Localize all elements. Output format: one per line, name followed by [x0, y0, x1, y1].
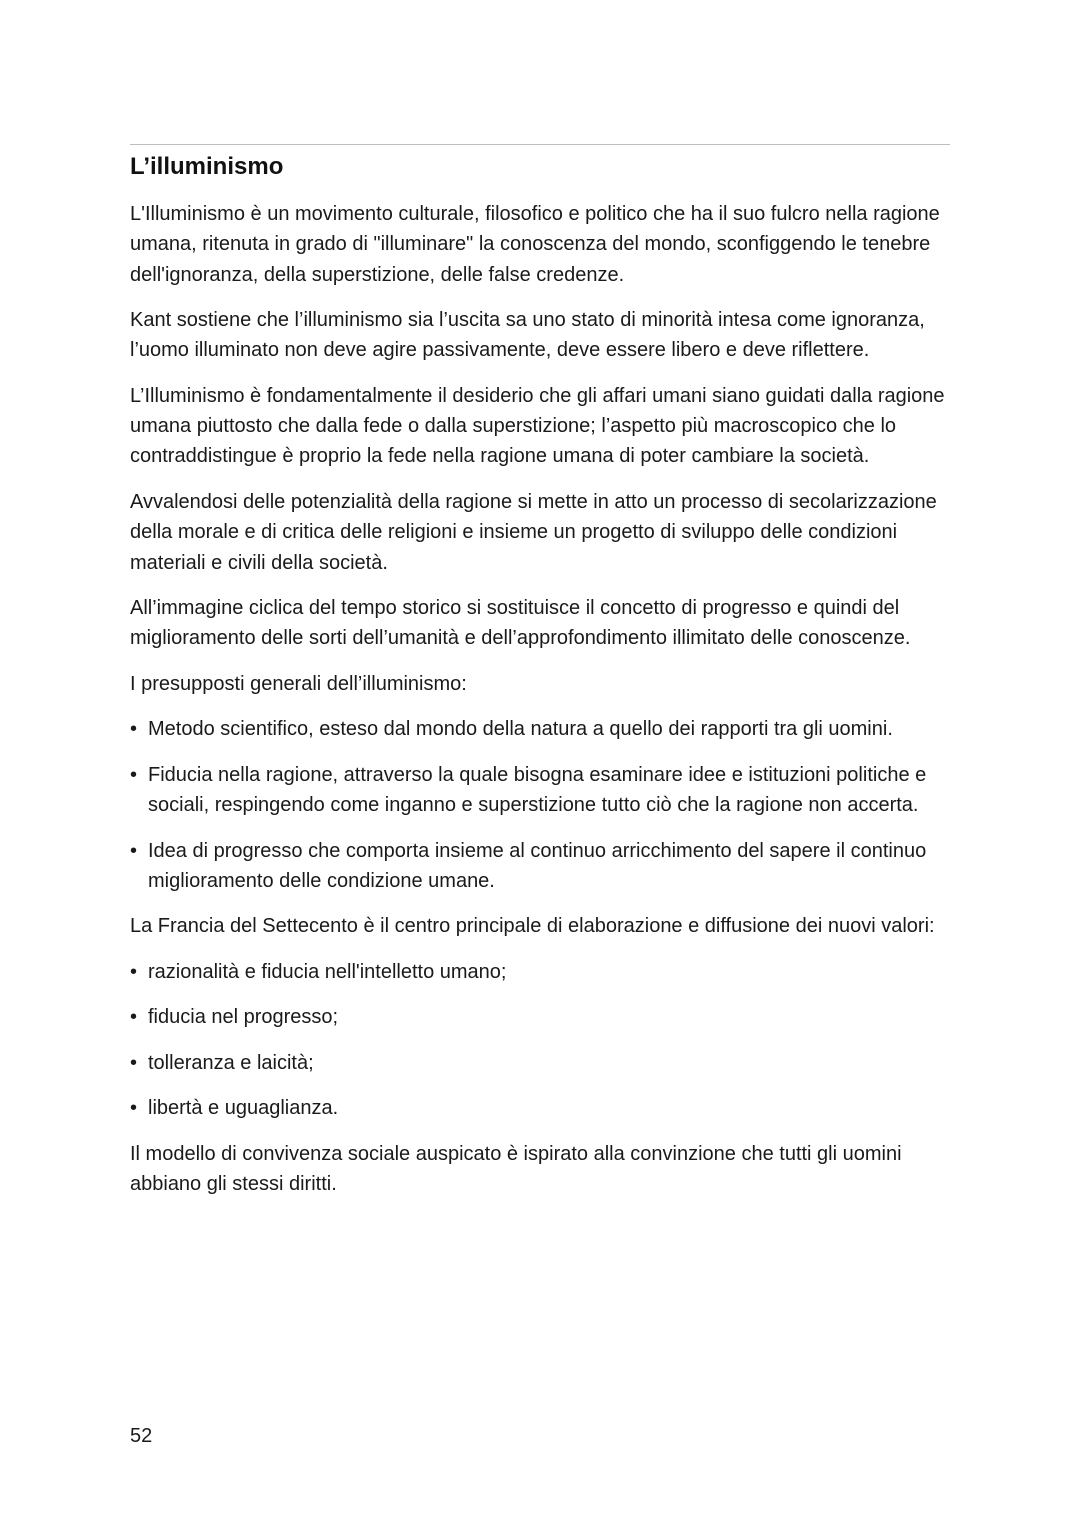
paragraph-convivenza: Il modello di convivenza sociale auspicato è ispirato alla convinzione che tutti gli uomini abbiano gli stessi diritti.: [130, 1142, 902, 1196]
valori-list: [130, 957, 950, 1124]
page-number: 52: [130, 1425, 153, 1447]
list-item-text: libertà e uguaglianza.: [148, 1097, 339, 1120]
bullet-icon: •: [130, 839, 138, 862]
paragraph-kant: Kant sostiene che l’illuminismo sia l’uscita sa uno stato di minorità intesa come ignoranza, l’uomo illuminato non deve agire passivamente, deve essere libero e deve riflettere.: [130, 309, 925, 362]
list-item-text: tolleranza e laicità;: [148, 1051, 314, 1074]
list-item-text: fiducia nel progresso;: [148, 1006, 339, 1029]
bullet-icon: •: [130, 1051, 138, 1074]
list-item-text: Idea di progresso che comporta insieme al continuo arricchimento del sapere il continuo miglioramento delle condizione umane.: [148, 839, 927, 892]
bullet-icon: •: [130, 960, 138, 983]
bullet-icon: •: [130, 718, 138, 741]
list-item: [130, 760, 950, 821]
paragraph-secularization: Avvalendosi delle potenzialità della ragione si mette in atto un processo di secolarizzazione della morale e di critica delle religioni e insieme un progetto di sviluppo delle condizioni materiali e civili della società.: [130, 490, 937, 574]
document-page: [130, 0, 950, 1527]
presupposti-list: [130, 714, 950, 896]
list-item: [130, 714, 950, 744]
list-item-text: Metodo scientifico, esteso dal mondo della natura a quello dei rapporti tra gli uomini.: [148, 718, 893, 741]
list-item: [130, 1002, 950, 1032]
section-title: L’illuminismo: [130, 153, 284, 180]
document-body: [130, 199, 950, 1215]
list-item: [130, 1048, 950, 1078]
paragraph-reason-vs-faith: L’Illuminismo è fondamentalmente il desiderio che gli affari umani siano guidati dalla ragione umana piuttosto che dalla fede o dalla superstizione; l’aspetto più macroscopico che lo contraddistingue è proprio la fede nella ragione umana di poter cambiare la società.: [130, 384, 945, 468]
list-item: [130, 957, 950, 987]
section-divider: [130, 144, 950, 145]
list-item: [130, 1093, 950, 1123]
paragraph-definition: L'Illuminismo è un movimento culturale, filosofico e politico che ha il suo fulcro nella ragione umana, ritenuta in grado di "illuminare" la conoscenza del mondo, sconfiggendo le tenebre dell'ignoranza, della superstizione, delle false credenze.: [130, 203, 940, 286]
bullet-icon: •: [130, 763, 138, 786]
paragraph-progress: All’immagine ciclica del tempo storico si sostituisce il concetto di progresso e quindi del miglioramento delle sorti dell’umanità e dell’approfondimento illimitato delle conoscenze.: [130, 597, 911, 650]
paragraph-francia: La Francia del Settecento è il centro principale di elaborazione e diffusione dei nuovi valori:: [130, 915, 935, 938]
list-item-text: razionalità e fiducia nell'intelletto umano;: [148, 960, 507, 983]
paragraph-presupposti-intro: I presupposti generali dell’illuminismo:: [130, 672, 467, 695]
bullet-icon: •: [130, 1006, 138, 1029]
list-item: [130, 836, 950, 897]
bullet-icon: •: [130, 1097, 138, 1120]
list-item-text: Fiducia nella ragione, attraverso la quale bisogna esaminare idee e istituzioni politiche e sociali, respingendo come inganno e superstizione tutto ciò che la ragione non accerta.: [148, 763, 927, 817]
